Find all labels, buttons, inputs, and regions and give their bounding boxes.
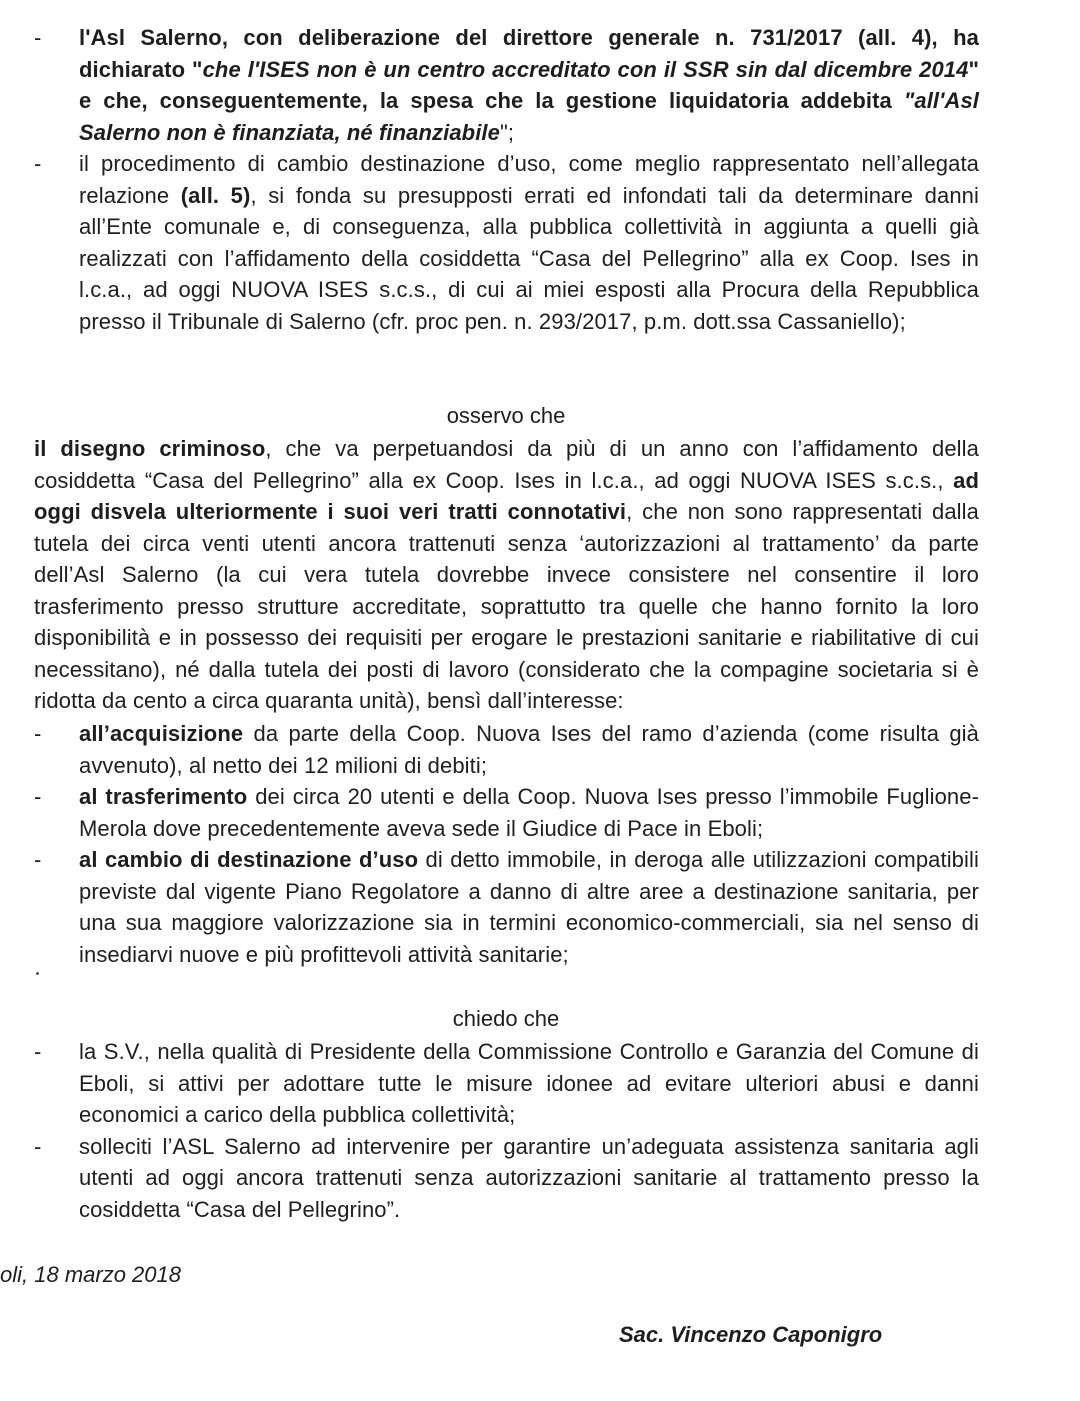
date-line: oli, 18 marzo 2018 bbox=[0, 1262, 181, 1287]
top-bullet-list bbox=[34, 22, 979, 337]
scan-speck bbox=[36, 972, 39, 975]
list-item bbox=[34, 1036, 979, 1131]
bullet-marker: - bbox=[34, 25, 42, 50]
bullet-text-transfer: al trasferimento dei circa 20 utenti e della Coop. Nuova Ises presso l’immobile Fuglione-Merola dove precedentemente aveva sede il Giudice di Pace in Eboli; bbox=[79, 784, 980, 841]
bullet-marker: - bbox=[34, 784, 42, 809]
bullet-marker: - bbox=[34, 847, 42, 872]
interest-bullet-list bbox=[34, 718, 979, 970]
signature: Sac. Vincenzo Caponigro bbox=[619, 1322, 883, 1347]
bullet-marker: - bbox=[34, 1133, 42, 1159]
list-item bbox=[34, 1131, 979, 1226]
bullet-text-request-asl: solleciti l’ASL Salerno ad intervenire per garantire un’adeguata assistenza sanitaria agli utenti ad oggi ancora trattenuti senza autorizzazioni sanitarie al trattamento presso la cosiddetta “Casa del Pellegrino”. bbox=[79, 1133, 979, 1222]
list-item bbox=[34, 22, 979, 148]
heading-chiedo-che: chiedo che bbox=[452, 1006, 560, 1031]
list-item bbox=[34, 781, 979, 844]
bullet-marker: - bbox=[34, 1039, 42, 1064]
bullet-text-procedure: il procedimento di cambio destinazione d’uso, come meglio rappresentato nell’allegata relazione (all. 5), si fonda su presupposti errati ed infondati tali da determinare danni all’Ente comunale e, di conseguenza, alla pubblica collettività in aggiunta a quelli già realizzati con l’affidamento della cosiddetta “Casa del Pellegrino” alla ex Coop. Ises in l.c.a., ad oggi NUOVA ISES s.c.s., di cui ai miei esposti alla Procura della Repubblica presso il Tribunale di Salerno (cfr. proc pen. n. 293/2017, p.m. dott.ssa Cassaniello); bbox=[79, 151, 980, 334]
list-item bbox=[34, 718, 979, 781]
bullet-marker: - bbox=[34, 721, 42, 746]
bullet-text-request-president: la S.V., nella qualità di Presidente della Commissione Controllo e Garanzia del Comune di Eboli, si attivi per adottare tutte le misure idonee ad evitare ulteriori abusi e danni economici a carico della pubblica collettività; bbox=[79, 1039, 979, 1127]
bullet-text-deliberation: l'Asl Salerno, con deliberazione del direttore generale n. 731/2017 (all. 4), ha dichiarato "che l'ISES non è un centro accreditato con il SSR sin dal dicembre 2014" e che, conseguentemente, la spesa che la gestione liquidatoria addebita "all'Asl Salerno non è finanziata, né finanziabile"; bbox=[79, 25, 979, 145]
request-bullet-list bbox=[34, 1036, 979, 1225]
paragraph-observation: il disegno criminoso, che va perpetuandosi da più di un anno con l’affidamento della cosiddetta “Casa del Pellegrino” alla ex Coop. Ises in l.c.a., ad oggi NUOVA ISES s.c.s., ad oggi disvela ulteriormente i suoi veri tratti connotativi, che non sono rappresentati dalla tutela dei circa venti utenti ancora trattenuti senza ‘autorizzazioni al trattamento’ da parte dell’Asl Salerno (la cui vera tutela dovrebbe invece consistere nel consentire il loro trasferimento presso strutture accreditate, soprattutto tra quelle che hanno fornito la loro disponibilità e in possesso dei requisiti per erogare le prestazioni sanitarie e riabilitative di cui necessitano), né dalla tutela dei posti di lavoro (considerato che la compagine societaria si è ridotta da cento a circa quaranta unità), bensì dall’interesse: bbox=[34, 436, 979, 713]
bullet-text-acquisition: all’acquisizione da parte della Coop. Nuova Ises del ramo d’azienda (come risulta già avvenuto), al netto dei 12 milioni di debiti; bbox=[79, 721, 979, 778]
list-item bbox=[34, 844, 979, 970]
list-item bbox=[34, 148, 979, 337]
heading-osservo-che: osservo che bbox=[446, 403, 566, 428]
bullet-marker: - bbox=[34, 151, 42, 176]
bullet-text-change-of-use: al cambio di destinazione d’uso di detto immobile, in deroga alle utilizzazioni compatibili previste dal vigente Piano Regolatore a danno di altre aree a destinazione sanitaria, per una sua maggiore valorizzazione sia in termini economico-commerciali, sia nel senso di insediarvi nuove e più profittevoli attività sanitarie; bbox=[79, 847, 979, 967]
